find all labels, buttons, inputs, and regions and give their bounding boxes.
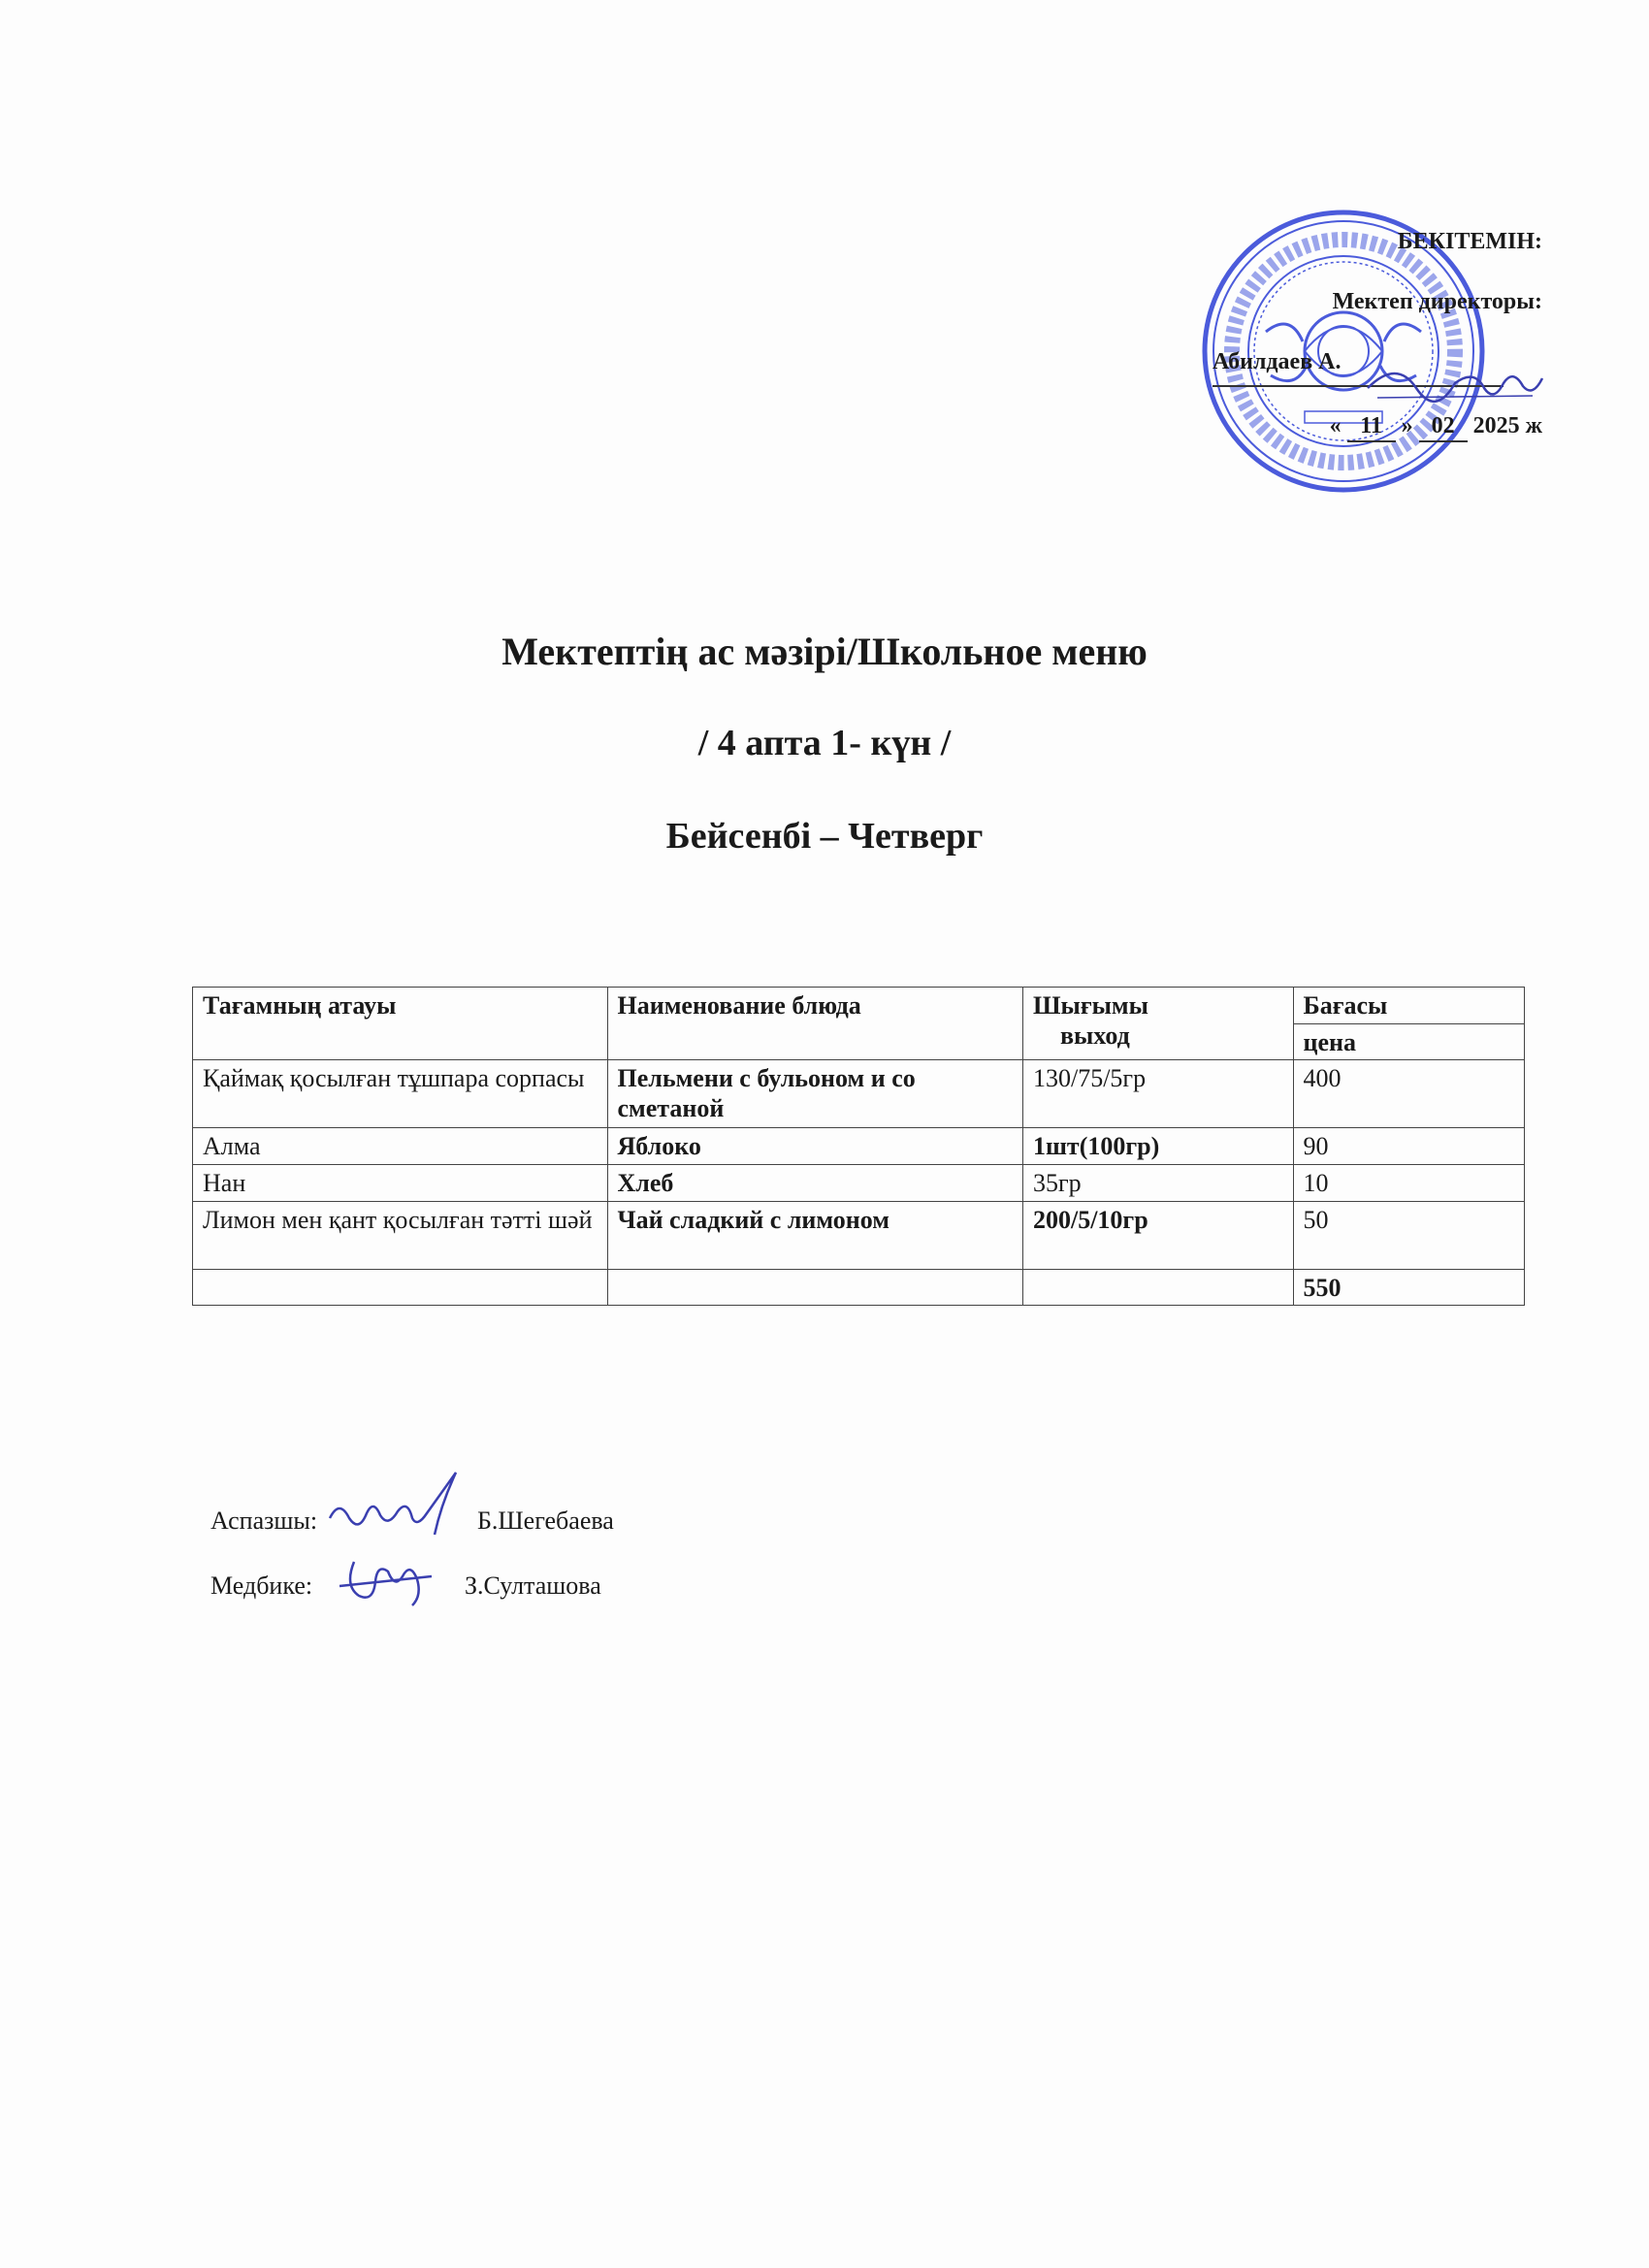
header-yield-ru: выход	[1059, 1021, 1130, 1050]
row-1-name-kz: Қаймақ қосылған тұшпара сорпасы	[193, 1060, 608, 1128]
date-open-quote: «	[1329, 413, 1342, 438]
table-row	[193, 1201, 1525, 1269]
menu-weekday-name: Бейсенбі – Четверг	[665, 816, 984, 857]
row-1-price: 400	[1293, 1060, 1525, 1128]
row-3-yield: 35гр	[1022, 1165, 1293, 1202]
row-1-name-ru: Пельмени с бульоном и со сметаной	[607, 1060, 1022, 1128]
row-1-yield: 130/75/5гр	[1022, 1060, 1293, 1128]
header-name-ru: Наименование блюда	[607, 988, 1022, 1060]
director-position: Мектеп директоры:	[1332, 289, 1542, 314]
header-yield	[1022, 988, 1293, 1060]
menu-title: Мектептің ас мәзірі/Школьное меню	[501, 630, 1148, 673]
header-yield-kz: Шығымы	[1032, 991, 1148, 1020]
date-day: 11	[1347, 412, 1396, 442]
row-2-name-kz: Алма	[193, 1128, 608, 1165]
row-2-yield: 1шт(100гр)	[1022, 1128, 1293, 1165]
director-signature	[1358, 349, 1552, 417]
row-3-name-ru: Хлеб	[607, 1165, 1022, 1202]
table-header-row	[193, 988, 1525, 1024]
row-4-name-kz: Лимон мен қант қосылған тәтті шәй	[193, 1201, 608, 1269]
total-empty-2	[607, 1269, 1022, 1306]
row-4-name-ru: Чай сладкий с лимоном	[607, 1201, 1022, 1269]
nurse-name: З.Султашова	[465, 1571, 601, 1600]
date-month: 02	[1419, 412, 1468, 442]
approval-heading: БЕКІТЕМІН:	[1397, 229, 1542, 254]
cook-label: Аспазшы:	[210, 1507, 318, 1535]
cook-name: Б.Шегебаева	[477, 1507, 614, 1535]
row-3-name-kz: Нан	[193, 1165, 608, 1202]
row-4-price: 50	[1293, 1201, 1525, 1269]
approval-date	[1212, 412, 1542, 472]
table-row	[193, 1165, 1525, 1202]
date-year: 2025 ж	[1472, 413, 1542, 438]
menu-table	[192, 987, 1525, 1306]
table-row	[193, 1060, 1525, 1128]
table-total-row	[193, 1269, 1525, 1306]
nurse-signature-line	[210, 1571, 601, 1601]
header-price-kz: Бағасы	[1293, 988, 1525, 1024]
row-3-price: 10	[1293, 1165, 1525, 1202]
menu-week-day: / 4 апта 1- күн /	[697, 723, 952, 763]
row-2-name-ru: Яблоко	[607, 1128, 1022, 1165]
nurse-label: Медбике:	[210, 1571, 313, 1600]
date-close-quote: »	[1401, 413, 1413, 438]
nurse-signature	[335, 1542, 441, 1615]
total-empty-1	[193, 1269, 608, 1306]
header-name-kz: Тағамның атауы	[193, 988, 608, 1060]
row-2-price: 90	[1293, 1128, 1525, 1165]
total-empty-3	[1022, 1269, 1293, 1306]
row-4-yield: 200/5/10гр	[1022, 1201, 1293, 1269]
cook-signature-line	[210, 1507, 614, 1536]
cook-signature	[320, 1465, 475, 1542]
header-price-ru: цена	[1293, 1023, 1525, 1060]
total-price: 550	[1293, 1269, 1525, 1306]
director-name: Абилдаев А.	[1212, 348, 1504, 387]
table-row	[193, 1128, 1525, 1165]
